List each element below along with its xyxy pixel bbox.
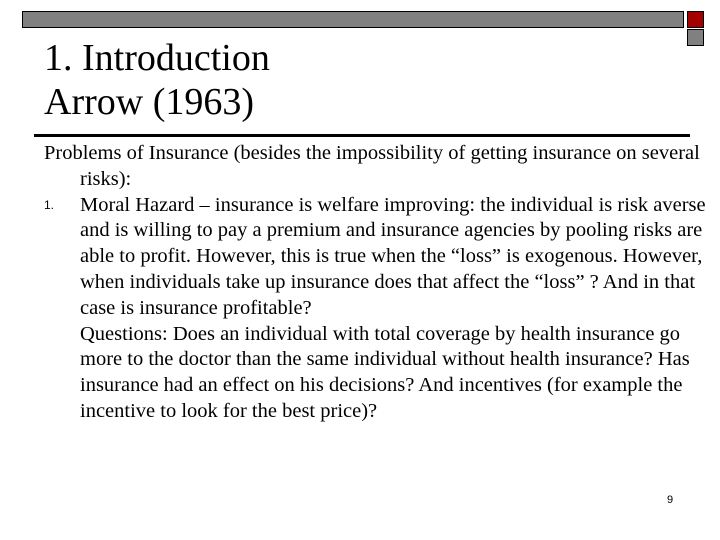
slide-body — [44, 141, 712, 425]
header-decor-bar — [22, 11, 684, 28]
list-item-number: 1. — [44, 197, 55, 212]
header-accent-square-red — [687, 11, 704, 28]
header-accent-square-grey — [687, 29, 704, 46]
questions-paragraph: Questions: Does an individual with total coverage by health insurance go more to the doctor than the same individual without health insurance? Has insurance had an effect on his decisions? And incentives (for example the incentive to look for the best price)? — [80, 322, 690, 422]
list-item — [44, 193, 712, 322]
moral-hazard-text: Moral Hazard – insurance is welfare improving: the individual is risk averse and is willing to pay a premium and insurance agencies by pooling risks are able to profit. However, this is true when the “loss” is exogenous. However, when individuals take up insurance does that affect the “loss” ? And in that case is insurance profitable? — [80, 193, 706, 319]
title-divider — [34, 134, 690, 137]
slide-title — [44, 36, 270, 124]
intro-paragraph: Problems of Insurance (besides the impossibility of getting insurance on several risks): — [44, 142, 700, 190]
slide-title-line2: Arrow (1963) — [44, 81, 255, 123]
page-number: 9 — [666, 494, 674, 506]
slide-title-line1: 1. Introduction — [44, 37, 270, 79]
